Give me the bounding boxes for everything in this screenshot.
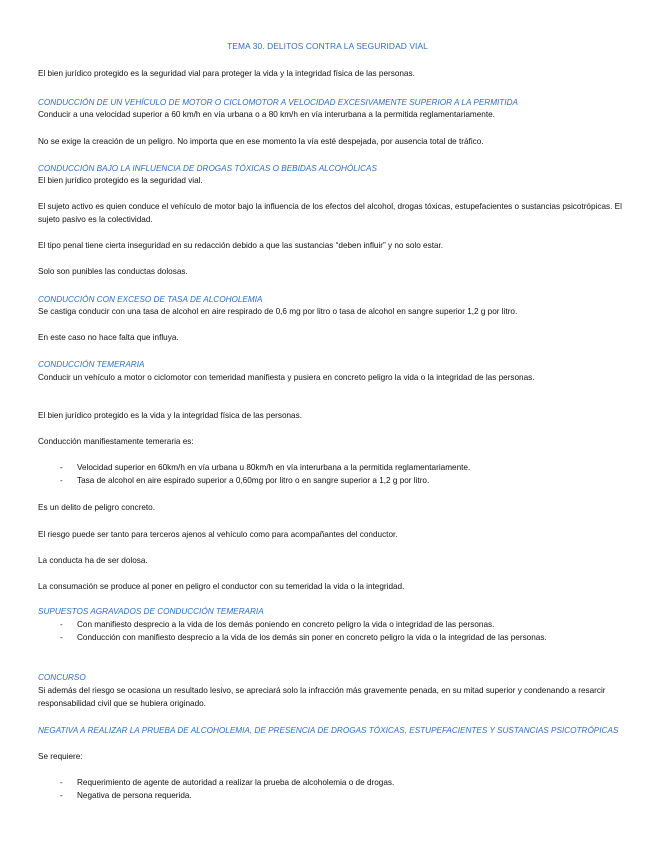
paragraph: Conducir a una velocidad superior a 60 km/h en vía urbana o a 80 km/h en vía interurbana a la permitida reglamentariamente. bbox=[38, 110, 495, 119]
paragraph: Conducción manifiestamente temeraria es: bbox=[38, 437, 194, 446]
paragraph: Se requiere: bbox=[38, 752, 83, 761]
paragraph: El tipo penal tiene cierta inseguridad en su redacción debido a que las sustancias “deben influir” y no solo estar. bbox=[38, 241, 444, 250]
list-item: Requerimiento de agente de autoridad a realizar la prueba de alcoholemia o de drogas. bbox=[77, 778, 395, 787]
paragraph: No se exige la creación de un peligro. No importa que en ese momento la vía esté despejada, por ausencia total de tráfico. bbox=[38, 137, 484, 146]
paragraph: Es un delito de peligro concreto. bbox=[38, 503, 155, 512]
paragraph: Conducir un vehículo a motor o ciclomotor con temeridad manifiesta y pusiera en concreto peligro la vida o la integridad de las personas. bbox=[38, 373, 535, 382]
section-heading-temeraria: CONDUCCIÓN TEMERARIA bbox=[38, 360, 145, 369]
section-heading-agravados: SUPUESTOS AGRAVADOS DE CONDUCCIÓN TEMERARIA bbox=[38, 607, 264, 616]
paragraph: Se castiga conducir con una tasa de alcohol en aire respirado de 0,6 mg por litro o tasa de alcohol en sangre superior 1,2 g por litro. bbox=[38, 307, 518, 316]
bullet-marker: - bbox=[60, 791, 63, 800]
intro-paragraph: El bien jurídico protegido es la seguridad vial para proteger la vida y la integridad física de las personas. bbox=[38, 69, 415, 78]
paragraph: El sujeto activo es quien conduce el vehículo de motor bajo la influencia de los efectos del alcohol, drogas tóxicas, estupefacientes o sustancias psicotrópicas. El sujeto pasivo es la colectividad. bbox=[38, 202, 622, 224]
paragraph: La consumación se produce al poner en peligro el conductor con su temeridad la vida o la integridad. bbox=[38, 582, 405, 591]
section-heading-alcoholemia: CONDUCCIÓN CON EXCESO DE TASA DE ALCOHOLEMIA bbox=[38, 295, 263, 304]
list-item: Con manifiesto desprecio a la vida de los demás poniendo en concreto peligro la vida o integridad de las personas. bbox=[77, 620, 495, 629]
list-item: Tasa de alcohol en aire espirado superior a 0,60mg por litro o en sangre superior a 1,2 g por litro. bbox=[77, 476, 430, 485]
bullet-marker: - bbox=[60, 463, 63, 472]
paragraph: El riesgo puede ser tanto para terceros ajenos al vehículo como para acompañantes del conductor. bbox=[38, 530, 398, 539]
list-item: Negativa de persona requerida. bbox=[77, 791, 192, 800]
bullet-marker: - bbox=[60, 476, 63, 485]
document-title: TEMA 30. DELITOS CONTRA LA SEGURIDAD VIAL bbox=[227, 41, 428, 51]
bullet-marker: - bbox=[60, 620, 63, 629]
paragraph: Solo son punibles las conductas dolosas. bbox=[38, 267, 188, 276]
paragraph: El bien jurídico protegido es la vida y la integridad física de las personas. bbox=[38, 411, 302, 420]
section-heading-negativa: NEGATIVA A REALIZAR LA PRUEBA DE ALCOHOLEMIA, DE PRESENCIA DE DROGAS TÓXICAS, ESTUPEFACIENTES Y SUSTANCIAS PSICOTRÓPICAS bbox=[38, 726, 619, 735]
bullet-marker: - bbox=[60, 633, 63, 642]
section-heading-concurso: CONCURSO bbox=[38, 673, 86, 682]
section-heading-velocidad: CONDUCCIÓN DE UN VEHÍCULO DE MOTOR O CICLOMOTOR A VELOCIDAD EXCESIVAMENTE SUPERIOR A LA PERMITIDA bbox=[38, 98, 518, 107]
paragraph: Si además del riesgo se ocasiona un resultado lesivo, se apreciará solo la infracción más gravemente penada, en su mitad superior y condenando a resarcir responsabilidad civil que se hubiera originado. bbox=[38, 686, 606, 708]
section-heading-drogas: CONDUCCIÓN BAJO LA INFLUENCIA DE DROGAS TÓXICAS O BEBIDAS ALCOHÓLICAS bbox=[38, 164, 377, 173]
list-item: Conducción con manifiesto desprecio a la vida de los demás sin poner en concreto peligro la vida o la integridad de las personas. bbox=[77, 633, 547, 642]
list-item: Velocidad superior en 60km/h en vía urbana u 80km/h en vía interurbana a la permitida reglamentariamente. bbox=[77, 463, 471, 472]
paragraph: El bien jurídico protegido es la seguridad vial. bbox=[38, 176, 203, 185]
paragraph: En este caso no hace falta que influya. bbox=[38, 333, 179, 342]
bullet-marker: - bbox=[60, 778, 63, 787]
paragraph: La conducta ha de ser dolosa. bbox=[38, 556, 148, 565]
